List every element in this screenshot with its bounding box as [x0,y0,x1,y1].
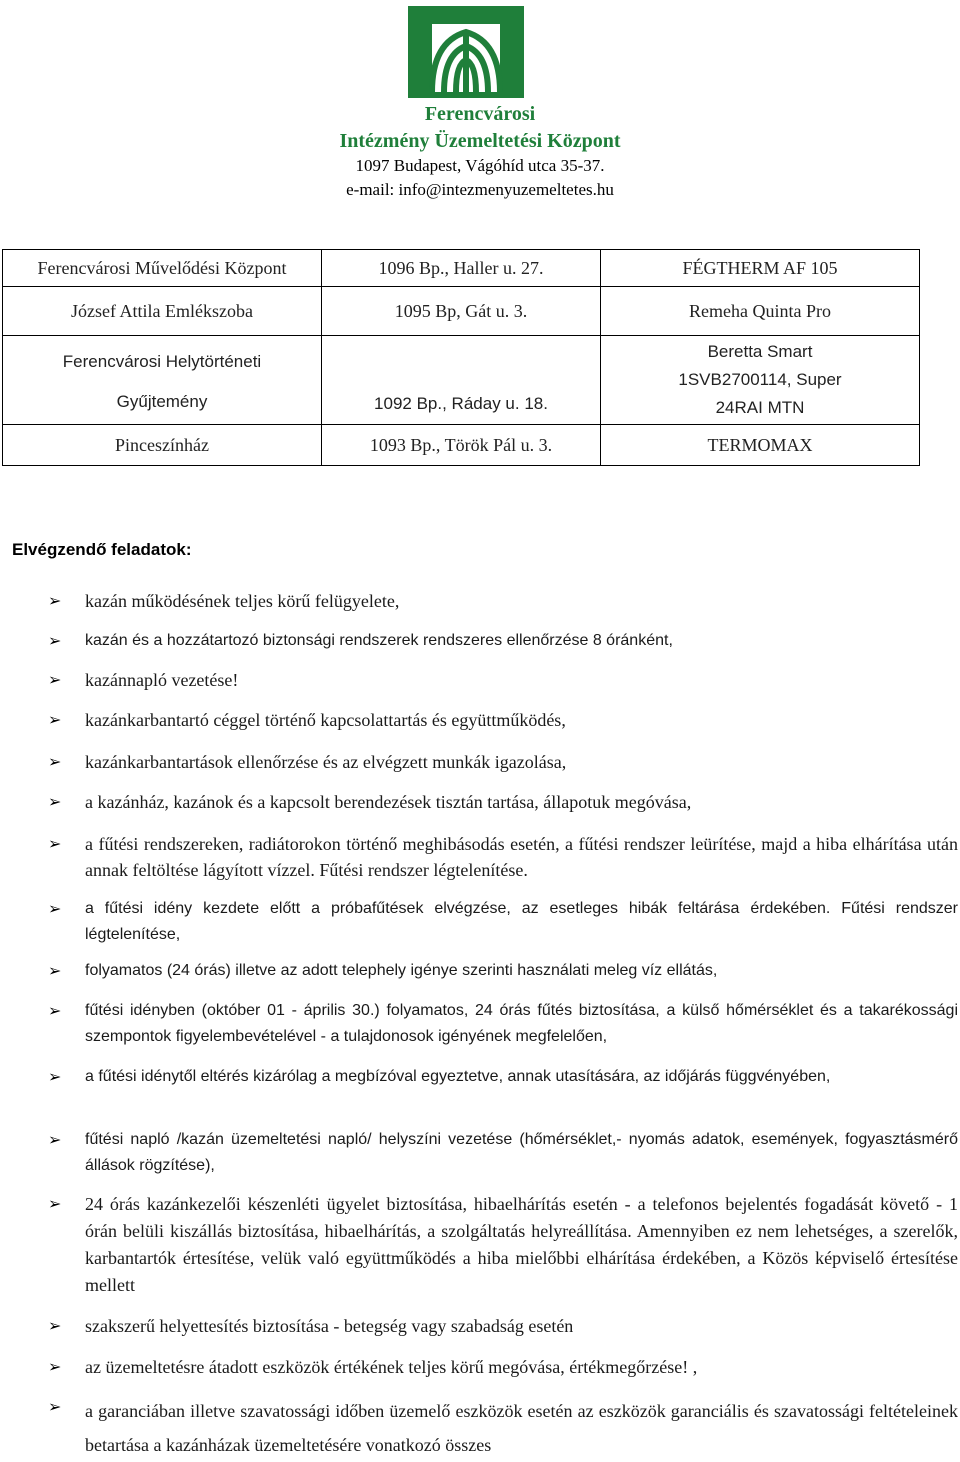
table-row [3,250,920,287]
table-row [3,336,920,425]
arrow-bullet-icon: ➢ [48,1067,62,1086]
site-name-line: Gyűjtemény [116,392,208,411]
site-address: 1095 Bp, Gát u. 3. [322,287,601,336]
task-text: kazán működésének teljes körű felügyelete, [85,591,400,611]
arrow-bullet-icon: ➢ [48,591,62,610]
arch-logo-icon [404,2,528,102]
task-text: kazán és a hozzátartozó biztonsági rendszerek rendszeres ellenőrzése 8 óránként, [85,632,673,649]
arrow-bullet-icon: ➢ [48,899,62,918]
arrow-bullet-icon: ➢ [48,670,62,689]
task-text: a fűtési idénytől eltérés kizárólag a megbízóval egyeztetve, annak utasítására, az időjárás függvényében, [85,1068,831,1085]
task-text: kazánnapló vezetése! [85,670,239,690]
boiler-line: 24RAI MTN [715,398,805,417]
site-address: 1096 Bp., Haller u. 27. [322,250,601,287]
tasks-heading: Elvégzendő feladatok: [12,540,192,559]
sites-table [2,249,920,466]
task-text: fűtési idényben (október 01 - április 30.) folyamatos, 24 órás fűtés biztosítása, a külső hőmérséklet és a takarékossági szempontok figyelembevételével - a tulajdonosok igényének megfelelően, [85,1002,958,1045]
task-text: szakszerű helyettesítés biztosítása - betegség vagy szabadság esetén [85,1316,574,1336]
org-email: e-mail: info@intezmenyuzemeltetes.hu [346,180,614,199]
table-row [3,287,920,336]
task-text: a kazánház, kazánok és a kapcsolt berendezések tisztán tartása, állapotuk megóvása, [85,792,692,812]
table-row [3,425,920,466]
task-text: a fűtési rendszereken, radiátorokon történő meghibásodás esetén, a fűtési rendszer leürítése, majd a hiba elhárítása után annak feltöltése lágyított vízzel. Fűtési rendszer légtelenítése. [85,834,958,880]
arrow-bullet-icon: ➢ [48,752,62,771]
task-text: fűtési napló /kazán üzemeltetési napló/ helyszíni vezetése (hőmérséklet,- nyomás adatok, események, fogyasztásmérő állások rögzítése), [85,1131,958,1174]
site-boiler: Remeha Quinta Pro [601,287,920,336]
arrow-bullet-icon: ➢ [48,834,62,853]
task-text: folyamatos (24 órás) illetve az adott telephely igénye szerinti használati meleg víz ellátás, [85,962,718,979]
task-text: a garanciában illetve szavatossági időben üzemelő eszközök esetén az eszközök garanciális és szavatossági feltételeinek betartása a kazánházak üzemeltetésére vonatkozó összes [85,1401,958,1455]
arrow-bullet-icon: ➢ [48,1130,62,1149]
site-boiler: TERMOMAX [601,425,920,466]
task-text: 24 órás kazánkezelői készenléti ügyelet biztosítása, hibaelhárítás esetén - a telefonos bejelentés fogadását követő - 1 órán belüli kiszállás biztosítása, hibaelhárítás, a szolgáltatás helyreállítása. Amennyiben ez nem lehetséges, a szerelők, karbantartók értesítése, velük való együttműködés a hiba mielőbbi elhárítása érdekében, a Közös képviselő értesítése mellett [85,1194,958,1295]
task-text: kazánkarbantartó céggel történő kapcsolattartás és együttműködés, [85,710,566,730]
boiler-line: 1SVB2700114, Super [678,370,842,389]
arrow-bullet-icon: ➢ [48,961,62,980]
site-name: József Attila Emlékszoba [3,287,322,336]
arrow-bullet-icon: ➢ [48,710,62,729]
site-name-line: Ferencvárosi Helytörténeti [62,352,262,371]
arrow-bullet-icon: ➢ [48,631,62,650]
task-text: a fűtési idény kezdete előtt a próbafűtések elvégzése, az esetleges hibák feltárása érdekében. Fűtési rendszer légtelenítése, [85,900,958,943]
site-name: Pinceszínház [3,425,322,466]
site-name [3,336,322,425]
task-text: kazánkarbantartások ellenőrzése és az elvégzett munkák igazolása, [85,752,567,772]
task-text: az üzemeltetésre átadott eszközök értékének teljes körű megóvása, értékmegőrzése! , [85,1357,698,1377]
site-boiler: FÉGTHERM AF 105 [601,250,920,287]
arrow-bullet-icon: ➢ [48,1194,62,1213]
site-name: Ferencvárosi Művelődési Központ [3,250,322,287]
org-subtitle: Intézmény Üzemeltetési Központ [339,130,621,152]
org-address: 1097 Budapest, Vágóhíd utca 35-37. [355,156,605,175]
site-address: 1093 Bp., Török Pál u. 3. [322,425,601,466]
arrow-bullet-icon: ➢ [48,1316,62,1335]
arrow-bullet-icon: ➢ [48,792,62,811]
arrow-bullet-icon: ➢ [48,1397,62,1416]
site-address: 1092 Bp., Ráday u. 18. [322,336,601,425]
boiler-line: Beretta Smart [707,342,813,361]
arrow-bullet-icon: ➢ [48,1001,62,1020]
org-name: Ferencvárosi [424,103,536,125]
site-boiler [601,336,920,425]
arrow-bullet-icon: ➢ [48,1357,62,1376]
